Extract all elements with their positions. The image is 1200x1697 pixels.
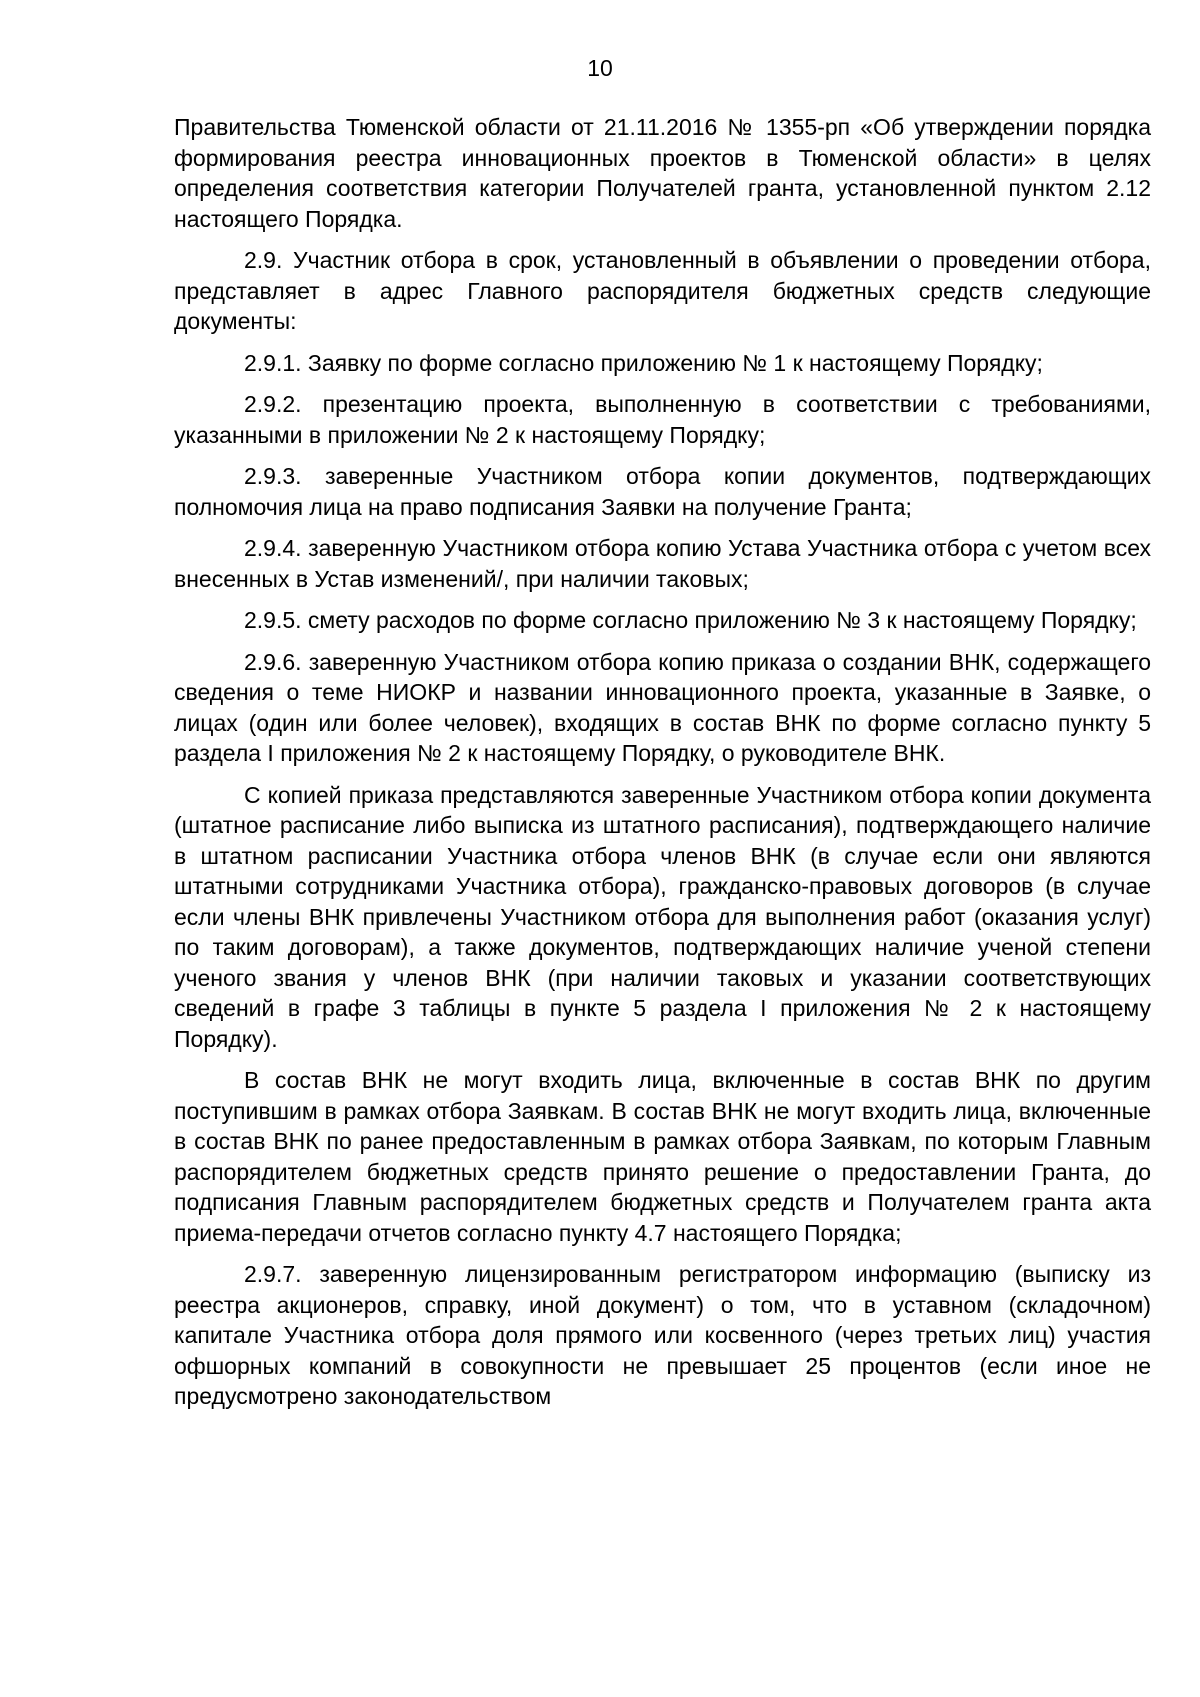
paragraph-2-9-1: 2.9.1. Заявку по форме согласно приложению № 1 к настоящему Порядку; [244,349,1043,376]
paragraph-order-copies: С копией приказа представляются заверенные Участником отбора копии документа (штатное расписание либо выписка из штатного расписания), подтверждающего наличие в штатном расписании Участника отбора членов ВНК (в случае если они являются штатными сотрудниками Участника отбора), гражданско-правовых договоров (в случае если члены ВНК привлечены Участником отбора для выполнения работ (оказания услуг) по таким договорам), а также документов, подтверждающих наличие ученой степени ученого звания у членов ВНК (при наличии таковых и указании соответствующих сведений в графе 3 таблицы в пункте 5 раздела I приложения № 2 к настоящему Порядку). [174,781,1151,1052]
paragraph-2-9-5: 2.9.5. смету расходов по форме согласно приложению № 3 к настоящему Порядку; [244,607,1137,633]
paragraph-2-9-7: 2.9.7. заверенную лицензированным регистратором информацию (выписку из реестра акционеров, справку, иной документ) о том, что в уставном (складочном) капитале Участника отбора доля прямого или косвенного (через третьих лиц) участия офшорных компаний в совокупности не превышает 25 процентов (если иное не предусмотрено законодательством [174,1261,1151,1409]
document-body [174,112,1151,1423]
paragraph-2-9-6: 2.9.6. заверенную Участником отбора копию приказа о создании ВНК, содержащего сведения о теме НИОКР и названии инновационного проекта, указанные в Заявке, о лицах (один или более человек), входящих в состав ВНК по форме согласно пункту 5 раздела I приложения № 2 к настоящему Порядку, о руководителе ВНК. [174,648,1151,766]
paragraph-2-9-4: 2.9.4. заверенную Участником отбора копию Устава Участника отбора с учетом всех внесенных в Устав изменений/, при наличии таковых; [174,535,1151,592]
paragraph-2-9-2: 2.9.2. презентацию проекта, выполненную в соответствии с требованиями, указанными в приложении № 2 к настоящему Порядку; [174,391,1151,448]
paragraph-vnk-restrictions: В состав ВНК не могут входить лица, включенные в состав ВНК по другим поступившим в рамках отбора Заявкам. В состав ВНК не могут входить лица, включенные в состав ВНК по ранее предоставленным в рамках отбора Заявкам, по которым Главным распорядителем бюджетных средств принято решение о предоставлении Гранта, до подписания Главным распорядителем бюджетных средств и Получателем гранта акта приема-передачи отчетов согласно пункту 4.7 настоящего Порядка; [174,1067,1151,1246]
page-number: 10 [587,55,613,81]
paragraph-2-9-3: 2.9.3. заверенные Участником отбора копии документов, подтверждающих полномочия лица на право подписания Заявки на получение Гранта; [174,463,1151,520]
paragraph-continuation: Правительства Тюменской области от 21.11.2016 № 1355-рп «Об утверждении порядка формирования реестра инновационных проектов в Тюменской области» в целях определения соответствия категории Получателей гранта, установленной пунктом 2.12 настоящего Порядка. [174,114,1151,232]
paragraph-2-9: 2.9. Участник отбора в срок, установленный в объявлении о проведении отбора, представляет в адрес Главного распорядителя бюджетных средств следующие документы: [174,247,1151,334]
